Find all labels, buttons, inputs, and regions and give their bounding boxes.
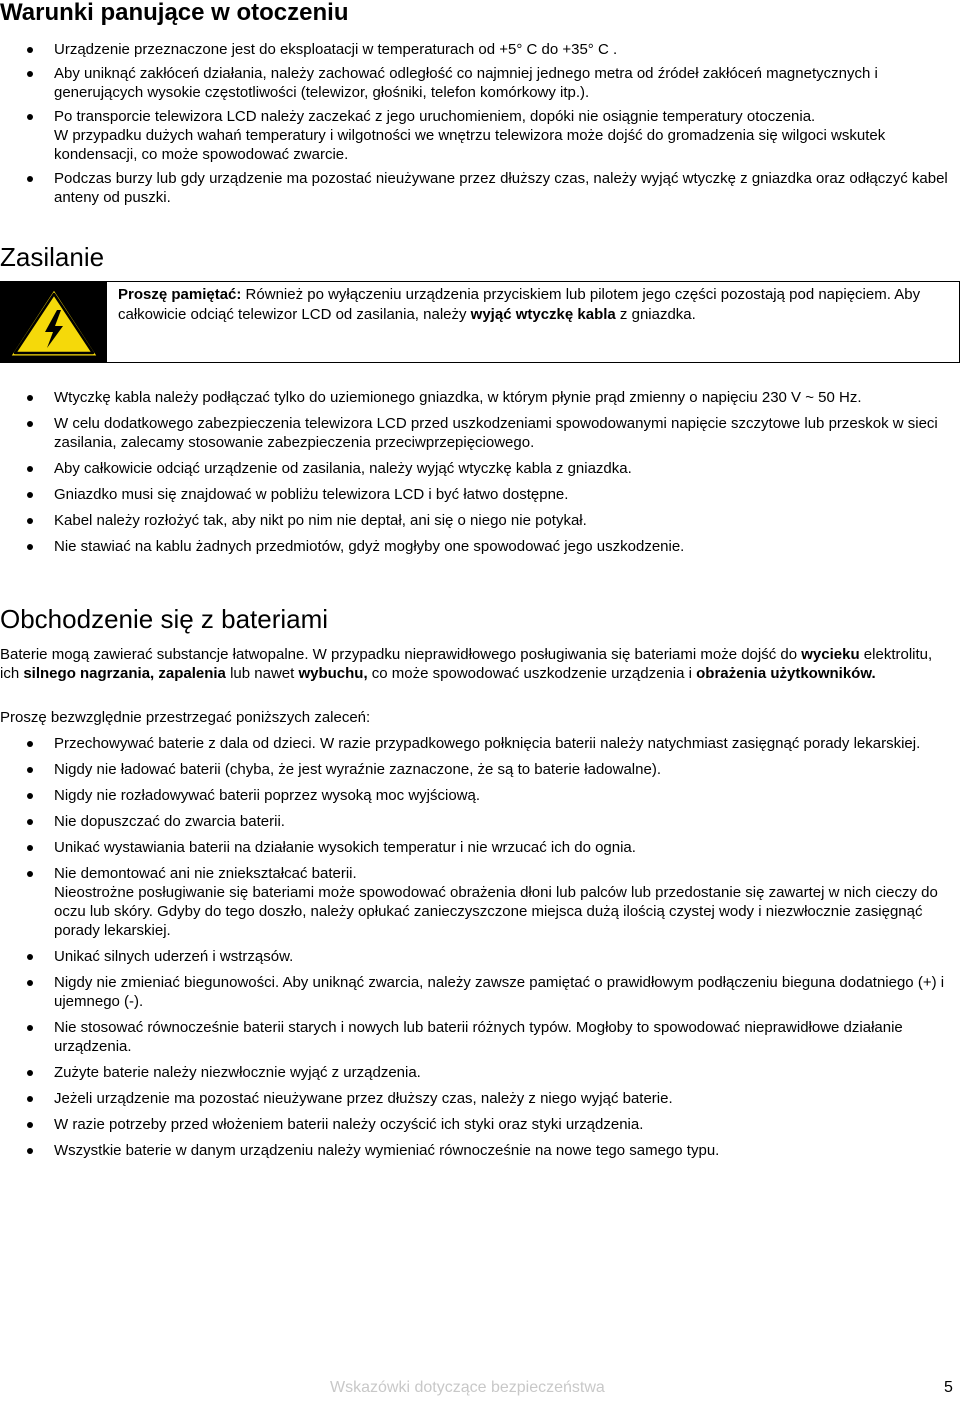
list-item-text: Jeżeli urządzenie ma pozostać nieużywane przez dłuższy czas, należy z niego wyjąć baterie. (54, 1090, 673, 1107)
list-item (0, 973, 950, 1011)
power-warning-text (118, 285, 948, 325)
list-item (0, 1018, 950, 1056)
batteries-intro (0, 645, 950, 683)
section-title-environment: Warunki panujące w otoczeniu (0, 0, 349, 26)
list-item (0, 511, 950, 530)
section-title-power: Zasilanie (0, 242, 105, 272)
intro-text: elektrolitu, ich (0, 646, 933, 682)
list-item (0, 1089, 950, 1108)
list-item-text: Nie dopuszczać do zwarcia baterii. (54, 813, 285, 830)
list-item-text: Zużyte baterie należy niezwłocznie wyjąć z urządzenia. (54, 1064, 421, 1081)
list-item-text: Wtyczkę kabla należy podłączać tylko do uziemionego gniazdka, w którym płynie prąd zmienny o napięciu 230 V ~ 50 Hz. (54, 389, 862, 406)
intro-bold: wybuchu, (298, 665, 368, 682)
list-item (0, 537, 950, 556)
list-item-text: Przechowywać baterie z dala od dzieci. W razie przypadkowego połknięcia baterii należy natychmiast zasięgnąć porady lekarskiej. (54, 735, 921, 752)
batteries-lead: Proszę bezwzględnie przestrzegać poniższych zaleceń: (0, 709, 371, 726)
list-item-text: Gniazdko musi się znajdować w pobliżu telewizora LCD i być łatwo dostępne. (54, 486, 569, 503)
list-item (0, 1141, 950, 1160)
list-item (0, 838, 950, 857)
environment-list (0, 40, 950, 212)
list-item (0, 760, 950, 779)
list-item (0, 485, 950, 504)
list-item-text: Podczas burzy lub gdy urządzenie ma pozostać nieużywane przez dłuższy czas, należy wyjąć wtyczkę z gniazdka oraz odłączyć kabel anteny od puszki. (54, 170, 948, 206)
intro-bold: obrażenia użytkowników. (696, 665, 876, 682)
warning-text-part: Również po wyłączeniu urządzenia przyciskiem lub pilotem jego części pozostają pod napięciem. Aby całkowicie odciąć telewizor LCD od zasilania, należy (118, 286, 921, 323)
list-item-text: Aby całkowicie odciąć urządzenie od zasilania, należy wyjąć wtyczkę kabla z gniazdka. (54, 460, 632, 477)
page-number: 5 (944, 1379, 953, 1396)
list-item (0, 40, 950, 59)
list-item (0, 459, 950, 478)
list-item-text: Nigdy nie ładować baterii (chyba, że jest wyraźnie zaznaczone, że są to baterie ładowalne). (54, 761, 661, 778)
list-item (0, 864, 950, 940)
list-item-text: Urządzenie przeznaczone jest do eksploatacji w temperaturach od +5° C do +35° C . (54, 41, 618, 58)
list-item (0, 169, 950, 207)
list-item (0, 947, 950, 966)
list-item-text-continued: W przypadku dużych wahań temperatury i wilgotności we wnętrzu telewizora może dojść do gromadzenia się wilgoci wskutek kondensacji, co może spowodować zwarcie. (54, 127, 886, 163)
list-item-text: Nie stawiać na kablu żadnych przedmiotów, gdyż mogłyby one spowodować jego uszkodzenie. (54, 538, 685, 555)
intro-bold: wycieku (801, 646, 860, 663)
list-item-text: Unikać silnych uderzeń i wstrząsów. (54, 948, 294, 965)
list-item (0, 388, 950, 407)
list-item-text: W celu dodatkowego zabezpieczenia telewizora LCD przed uszkodzeniami spowodowanymi napięcie szczytowe lub przeskok w sieci zasilania, zalecamy stosowanie zabezpieczenia przeciwprzepięciowego. (54, 415, 938, 451)
list-item-text-continued: Nieostrożne posługiwanie się bateriami może spowodować obrażenia dłoni lub palców lub przedostanie się zawartej w nich cieczy do oczu lub skóry. Gdyby do tego doszło, należy opłukać zanieczyszczone miejsca dużą ilością czystej wody i niezwłocznie zasięgnąć porady lekarskiej. (54, 884, 938, 939)
warning-bold-part: wyjąć wtyczkę kabla (470, 306, 616, 323)
list-item (0, 786, 950, 805)
list-item-text: Nie demontować ani nie zniekształcać baterii. (54, 865, 357, 882)
list-item (0, 107, 950, 164)
batteries-list (0, 734, 950, 1167)
list-item (0, 734, 950, 753)
intro-text: lub nawet (225, 665, 299, 682)
list-item-text: W razie potrzeby przed włożeniem baterii należy oczyścić ich styki oraz styki urządzenia. (54, 1116, 644, 1133)
list-item-text: Unikać wystawiania baterii na działanie wysokich temperatur i nie wrzucać ich do ognia. (54, 839, 636, 856)
warning-text-end: z gniazdka. (615, 306, 696, 323)
intro-text: co może spowodować uszkodzenie urządzenia i (367, 665, 697, 682)
list-item (0, 414, 950, 452)
list-item (0, 1063, 950, 1082)
list-item-text: Aby uniknąć zakłóceń działania, należy zachować odległość co najmniej jednego metra od źródeł zakłóceń magnetycznych i generujących wysokie częstotliwości (telewizor, głośniki, telefon komórkowy itp.). (54, 65, 878, 101)
list-item-text: Wszystkie baterie w danym urządzeniu należy wymieniać równocześnie na nowe tego samego typu. (54, 1142, 720, 1159)
power-warning-box (0, 281, 960, 363)
list-item-text: Nigdy nie rozładowywać baterii poprzez wysoką moc wyjściową. (54, 787, 480, 804)
intro-bold: silnego nagrzania, zapalenia (23, 665, 226, 682)
list-item (0, 812, 950, 831)
list-item-text: Po transporcie telewizora LCD należy zaczekać z jego uruchomieniem, dopóki nie osiągnie temperatury otoczenia. (54, 108, 816, 125)
list-item (0, 1115, 950, 1134)
list-item-text: Kabel należy rozłożyć tak, aby nikt po nim nie deptał, ani się o niego nie potykał. (54, 512, 587, 529)
high-voltage-warning-icon (1, 282, 107, 362)
intro-text: Baterie mogą zawierać substancje łatwopalne. W przypadku nieprawidłowego posługiwania się bateriami może dojść do (0, 646, 802, 663)
power-list (0, 388, 950, 563)
list-item-text: Nie stosować równocześnie baterii starych i nowych lub baterii różnych typów. Mogłoby to spowodować nieprawidłowe działanie urządzenia. (54, 1019, 903, 1055)
list-item (0, 64, 950, 102)
warning-lead: Proszę pamiętać: (118, 286, 242, 303)
footer-section-title: Wskazówki dotyczące bezpieczeństwa (330, 1379, 605, 1396)
list-item-text: Nigdy nie zmieniać biegunowości. Aby uniknąć zwarcia, należy zawsze pamiętać o prawidłowym podłączeniu bieguna dodatniego (+) i ujemnego (-). (54, 974, 945, 1010)
section-title-batteries: Obchodzenie się z bateriami (0, 604, 329, 634)
